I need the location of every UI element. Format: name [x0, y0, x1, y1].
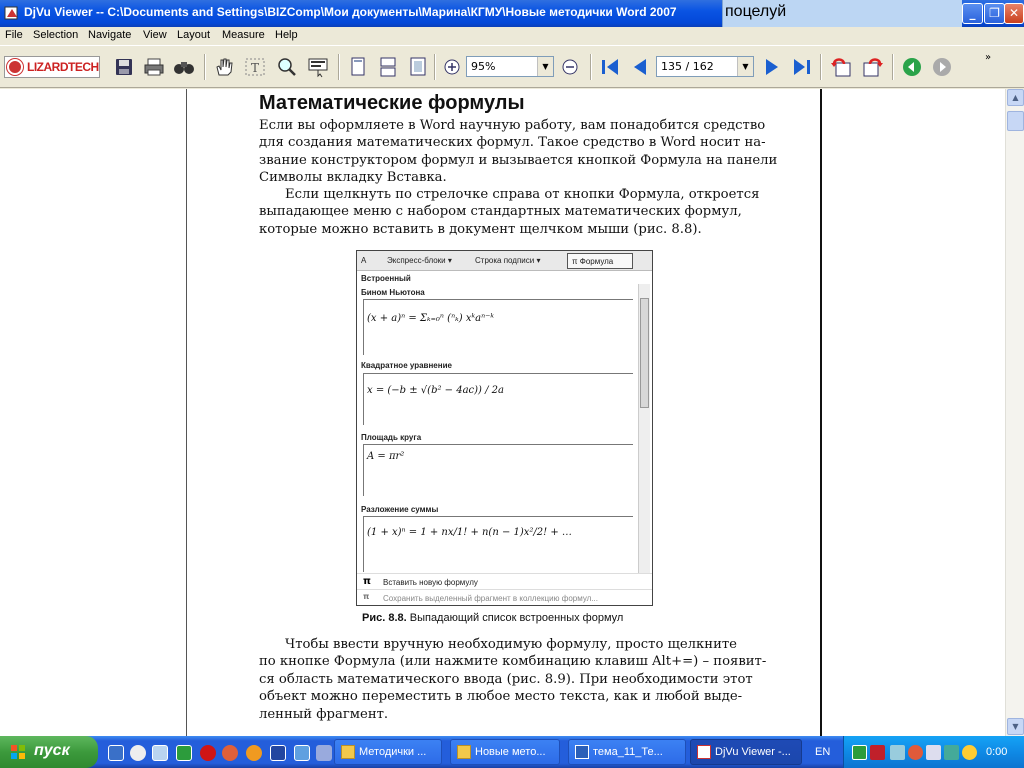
figure-formula-sum: (1 + x)ⁿ = 1 + nx/1! + n(n − 1)x²/2! + …	[367, 527, 572, 538]
figure-formula-quadratic: x = (−b ± √(b² − 4ac)) / 2a	[367, 385, 504, 396]
windows-flag-icon	[10, 744, 26, 760]
task-label: тема_11_Те...	[593, 746, 663, 758]
figure-save-row	[357, 589, 652, 605]
toolbar-separator	[590, 54, 592, 80]
figure-caption-number: Рис. 8.8.	[362, 612, 407, 624]
save-formula-icon: π	[363, 592, 370, 601]
toolbar-separator	[204, 54, 206, 80]
text-select-icon[interactable]	[243, 56, 267, 78]
task-button-djvu[interactable]	[690, 739, 802, 765]
go-back-icon[interactable]	[900, 56, 924, 78]
figure-formula-button	[567, 253, 633, 269]
toolbar-separator	[434, 54, 436, 80]
tray-en-icon[interactable]	[870, 745, 885, 760]
window-title: DjVu Viewer -- C:\Documents and Settings\BIZComp\Мои документы\Марина\КГМУ\Новые методички Word 2007	[24, 5, 677, 19]
task-label: Новые мето...	[475, 746, 546, 758]
lizardtech-logo-icon	[7, 59, 23, 75]
menu-selection[interactable]: Selection	[33, 29, 79, 41]
minimize-button[interactable]: _	[962, 3, 983, 24]
go-forward-icon[interactable]	[930, 56, 954, 78]
zoom-out-icon[interactable]	[558, 56, 582, 78]
continuous-page-icon[interactable]	[376, 56, 400, 78]
toolbar-separator	[820, 54, 822, 80]
region-select-icon[interactable]	[306, 56, 330, 78]
start-label: пуск	[34, 742, 70, 759]
figure-caption-text: Выпадающий список встроенных формул	[406, 612, 624, 624]
scroll-thumb[interactable]	[1007, 111, 1024, 131]
chevron-down-icon[interactable]: ▼	[537, 57, 553, 76]
vertical-scrollbar[interactable]	[1005, 89, 1024, 736]
svg-text:T: T	[251, 61, 260, 75]
figure-ribbon	[357, 251, 652, 271]
pi-icon: π	[363, 576, 371, 587]
figure-category: Разложение суммы	[361, 505, 439, 514]
menu-view[interactable]: View	[143, 29, 167, 41]
tray-h-icon[interactable]	[852, 745, 867, 760]
text-line: ленный фрагмент.	[259, 706, 389, 722]
overlay-note-text: поцелуй	[725, 3, 787, 20]
paragraph-3	[259, 636, 767, 723]
page-value: 135 / 162	[661, 60, 714, 73]
quicklaunch-more-icon[interactable]	[316, 745, 332, 761]
taskbar	[0, 736, 1024, 768]
explorer-icon[interactable]	[152, 745, 168, 761]
figure-scrollbar	[638, 284, 650, 574]
mail-icon[interactable]	[222, 745, 238, 761]
page-select[interactable]	[656, 56, 754, 77]
figure-category: Бином Ньютона	[361, 288, 425, 297]
text-line: Если щелкнуть по стрелочке справа от кнопки Формула, откроется	[285, 187, 760, 202]
find-binoculars-icon[interactable]	[172, 56, 196, 78]
hand-tool-icon[interactable]	[212, 56, 236, 78]
chevron-down-icon[interactable]: ▼	[737, 57, 753, 76]
text-line: Если вы оформляете в Word научную работу, вам понадобится средство	[259, 118, 766, 133]
figure-category: Площадь круга	[361, 433, 422, 442]
menu-bar	[0, 27, 1024, 45]
opera-icon[interactable]	[200, 745, 216, 761]
first-page-icon[interactable]	[598, 56, 622, 78]
last-page-icon[interactable]	[790, 56, 814, 78]
network-app-icon[interactable]	[294, 745, 310, 761]
text-line: ся область математического ввода (рис. 8.9). При необходимости этот	[259, 671, 753, 687]
browser-icon[interactable]	[130, 745, 146, 761]
figure-save-selection: Сохранить выделенный фрагмент в коллекцию формул...	[383, 594, 598, 603]
zoom-in-icon[interactable]	[440, 56, 464, 78]
scroll-down-icon[interactable]: ▼	[1007, 718, 1024, 735]
paragraph-2	[259, 186, 760, 238]
firefox-icon[interactable]	[246, 745, 262, 761]
text-line: для создания математических формул. Такое средство в Word носит на-	[259, 135, 766, 151]
task-label: DjVu Viewer -...	[715, 746, 791, 758]
folder-icon	[457, 745, 471, 759]
text-line: звание конструктором формул и вызывается кнопкой Формула на панели	[259, 152, 778, 168]
zoom-value: 95%	[471, 60, 496, 73]
figure-caption	[362, 612, 623, 624]
start-button[interactable]	[0, 736, 98, 768]
djvu-app-icon	[4, 5, 20, 21]
figure-formula-circle: A = πr²	[367, 451, 405, 462]
language-indicator[interactable]: EN	[815, 746, 831, 758]
save-icon[interactable]	[112, 56, 136, 78]
volume-icon[interactable]	[926, 745, 941, 760]
zoom-select[interactable]	[466, 56, 554, 77]
next-page-icon[interactable]	[760, 56, 784, 78]
page-left-edge	[186, 89, 187, 736]
menu-layout[interactable]: Layout	[177, 29, 211, 41]
task-button-word[interactable]	[568, 739, 686, 765]
figure-formula-binomial: (x + a)ⁿ = Σₖ₌₀ⁿ (ⁿₖ) xᵏaⁿ⁻ᵏ	[367, 313, 495, 324]
text-line: которые можно вставить в документ щелчком мыши (рис. 8.8).	[259, 221, 702, 237]
toolbar-separator	[892, 54, 894, 80]
tray-mail-icon[interactable]	[908, 745, 923, 760]
figure-builtin-label: Встроенный	[361, 274, 411, 283]
menu-navigate[interactable]: Navigate	[88, 29, 132, 41]
page-right-edge	[820, 89, 822, 736]
figure-scroll-thumb	[640, 298, 649, 408]
task-button-metodichki[interactable]	[334, 739, 442, 765]
tray-network-icon[interactable]	[890, 745, 905, 760]
figure-formula-box	[363, 373, 633, 425]
zoom-tool-icon[interactable]	[275, 56, 299, 78]
text-line: выпадающее меню с набором стандартных математических формул,	[259, 204, 742, 220]
figure-formula-box	[363, 299, 633, 355]
figure-formula-label: π Формула	[572, 257, 614, 266]
figure-formula-box	[363, 516, 633, 572]
text-line: по кнопке Формула (или нажмите комбинацию клавиш Alt+=) – появит-	[259, 654, 767, 670]
figure-signature-line: Строка подписи ▾	[475, 256, 541, 265]
tray-device-icon[interactable]	[944, 745, 959, 760]
task-label: Методички ...	[359, 746, 427, 758]
word-icon	[575, 745, 589, 759]
previous-page-icon[interactable]	[628, 56, 652, 78]
text-line: Символы вкладку Вставка.	[259, 170, 447, 186]
tray-update-icon[interactable]	[962, 745, 977, 760]
forward-history-icon[interactable]	[860, 56, 884, 78]
save-app-icon[interactable]	[270, 745, 286, 761]
menu-measure[interactable]: Measure	[222, 29, 265, 41]
single-page-icon[interactable]	[346, 56, 370, 78]
back-history-icon[interactable]	[830, 56, 854, 78]
text-line: объект можно переместить в любое место текста, как и любой выде-	[259, 689, 743, 705]
figure-formula-dropdown	[356, 250, 653, 606]
folder-icon	[341, 745, 355, 759]
lizardtech-logo-text: LIZARDTECH	[27, 60, 99, 74]
djvu-app-icon	[697, 745, 711, 759]
lizardtech-logo	[4, 56, 100, 78]
scroll-up-icon[interactable]: ▲	[1007, 89, 1024, 106]
toolbar	[0, 45, 1024, 88]
h-app-icon[interactable]	[176, 745, 192, 761]
print-icon[interactable]	[142, 56, 166, 78]
paragraph-1	[259, 117, 778, 187]
clock: 0:00	[986, 746, 1008, 758]
figure-insert-row	[357, 573, 652, 589]
close-button[interactable]: ✕	[1004, 3, 1024, 24]
figure-category: Квадратное уравнение	[361, 361, 452, 370]
menu-file[interactable]: File	[5, 29, 23, 41]
task-button-novye[interactable]	[450, 739, 560, 765]
figure-express-blocks: Экспресс-блоки ▾	[387, 256, 452, 265]
figure-ribbon-a-icon: A	[361, 256, 367, 265]
show-desktop-icon[interactable]	[108, 745, 124, 761]
text-line: Чтобы ввести вручную необходимую формулу, просто щелкните	[285, 637, 737, 652]
system-tray	[843, 736, 1024, 768]
menu-help[interactable]: Help	[275, 29, 298, 41]
page-heading: Математические формулы	[259, 92, 525, 114]
figure-insert-new: Вставить новую формулу	[383, 578, 478, 587]
toolbar-overflow-icon[interactable]: »	[985, 52, 992, 63]
fit-page-icon[interactable]	[406, 56, 430, 78]
maximize-button[interactable]: ❐	[984, 3, 1005, 24]
toolbar-separator	[338, 54, 340, 80]
